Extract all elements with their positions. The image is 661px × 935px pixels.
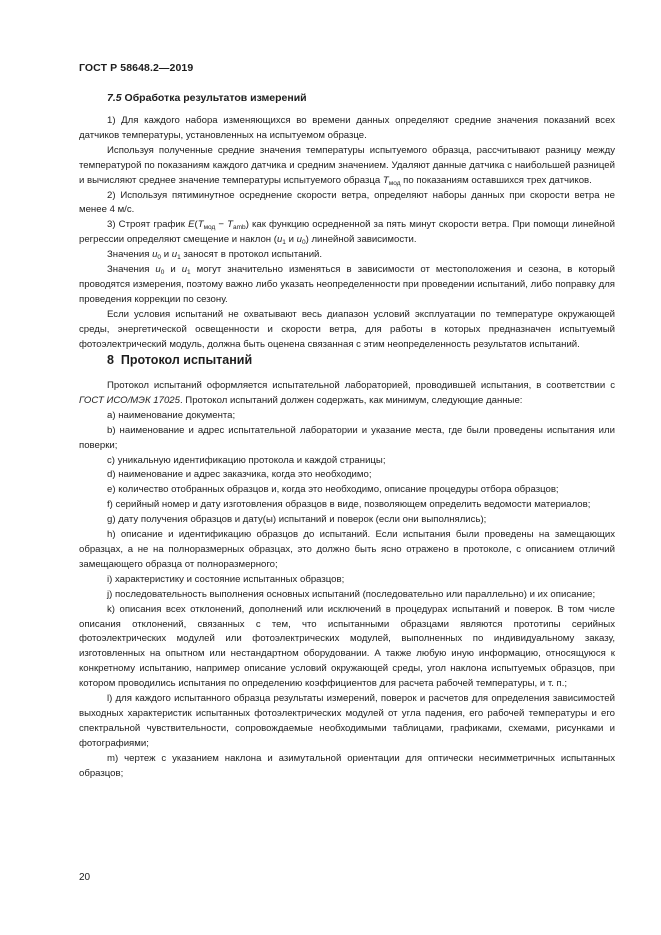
list-item: g) дату получения образцов и дату(ы) испытаний и поверок (если они выполнялись);	[107, 514, 487, 526]
list-item: c) уникальную идентификацию протокола и каждой страницы;	[107, 454, 386, 466]
section-8-heading	[107, 353, 252, 367]
section-8-body	[79, 379, 615, 781]
section-number: 7.5	[107, 92, 122, 104]
paragraph: Если условия испытаний не охватывают весь диапазон условий эксплуатации по температуре окружающей среды, энергетической освещенности и скорости ветра, для работы в которых предназначен испытуемый фотоэлектрический модуль, должна быть оценена связанная с этим неопределенность результатов испытаний.	[79, 308, 615, 350]
section-title: Обработка результатов измерений	[124, 92, 307, 104]
list-item: f) серийный номер и дату изготовления образцов в виде, позволяющем определить ведомости материалов;	[107, 499, 591, 511]
list-item: l) для каждого испытанного образца результаты измерений, поверок и расчетов для определения зависимостей выходных характеристик испытанных фотоэлектрических модулей от угла падения, его рабочей температуры и его спектральной чувствительности, сопровождаемые необходимыми таблицами, графиками, схемами, рисунками и фотографиями;	[79, 693, 615, 749]
list-item: d) наименование и адрес заказчика, когда это необходимо;	[107, 469, 372, 481]
paragraph: Используя полученные средние значения температуры испытуемого образца, рассчитывают разницу между температурой по показаниям каждого датчика и средним значением. Удаляют данные датчика с наибольшей разницей и вычисляют среднее значение температуры испытуемого образца $T_{мод}$ по показаниям оставшихся трех датчиков.	[79, 144, 615, 187]
paragraph: 2) Используя пятиминутное осреднение скорости ветра, определяют наборы данных при скорости ветра не менее 4 м/с.	[79, 189, 615, 216]
paragraph: Протокол испытаний оформляется испытательной лабораторией, проводившей испытания, в соответствии с ГОСТ ИСО/МЭК 17025. Протокол испытаний должен содержать, как минимум, следующие данные:	[79, 380, 615, 406]
paragraph: Значения $u_0$ и $u_1$ заносят в протокол испытаний.	[107, 249, 323, 262]
list-item: i) характеристику и состояние испытанных образцов;	[107, 573, 345, 585]
paragraph: 3) Строят график $E(T_{мод} - T_{amb})$ как функцию осредненной за пять минут скорости ветра. При помощи линейной регрессии определяют смещение и наклон ($u_1$ и $u_0$) линейной зависимости.	[79, 219, 615, 247]
list-item: j) последовательность выполнения основных испытаний (последовательно или параллельно) и их описание;	[107, 588, 596, 600]
list-item: a) наименование документа;	[107, 409, 236, 421]
list-item: m) чертеж с указанием наклона и азимутальной ориентации для оптически несимметричных испытанных образцов;	[79, 752, 615, 779]
list-item: k) описания всех отклонений, дополнений или исключений в процедурах испытаний и поверок. В том числе описания отклонений, связанных с тем, что испытанными образцами являются прототипы серийных фотоэлектрических модулей или фотоэлектрических модулей, выполненных по индивидуальному заказу, изготовленных на опытном или нестандартном оборудовании. А также любую иную информацию, относящуюся к конкретному испытанию, например описание условий окружающей среды, угол наклона испытуемых образцов, при котором проводились испытания по определению коэффициентов для расчета рабочей температуры, и т. п.;	[79, 603, 615, 690]
section-number: 8	[107, 353, 114, 367]
page-number: 20	[79, 872, 91, 883]
paragraph: 1) Для каждого набора изменяющихся во времени данных определяют средние значения показаний всех датчиков температуры, установленных на испытуемом образце.	[79, 115, 615, 141]
list-item: h) описание и идентификацию образцов до испытаний. Если испытания были проведены на замещающих образцах, а не на полноразмерных образцах, это должно быть ясно отражено в протоколе, с описанием отличий замещающего образца от полноразмерного;	[79, 529, 615, 570]
list-item: b) наименование и адрес испытательной лаборатории и указание места, где были проведены испытания или поверки;	[79, 424, 615, 451]
section-title: Протокол испытаний	[120, 353, 253, 367]
paragraph: Значения $u_0$ и $u_1$ могут значительно изменяться в зависимости от местоположения и сезона, в который проводятся измерения, поэтому важно либо указать неопределенности при проведении испытаний, либо поправку для проведения коррекции по сезону.	[79, 264, 615, 305]
section-7-5-body	[79, 114, 615, 353]
document-header: ГОСТ Р 58648.2—2019	[79, 62, 194, 74]
section-7-5-heading	[107, 92, 307, 104]
list-item: e) количество отобранных образцов и, когда это необходимо, описание процедуры отбора образцов;	[107, 484, 559, 496]
